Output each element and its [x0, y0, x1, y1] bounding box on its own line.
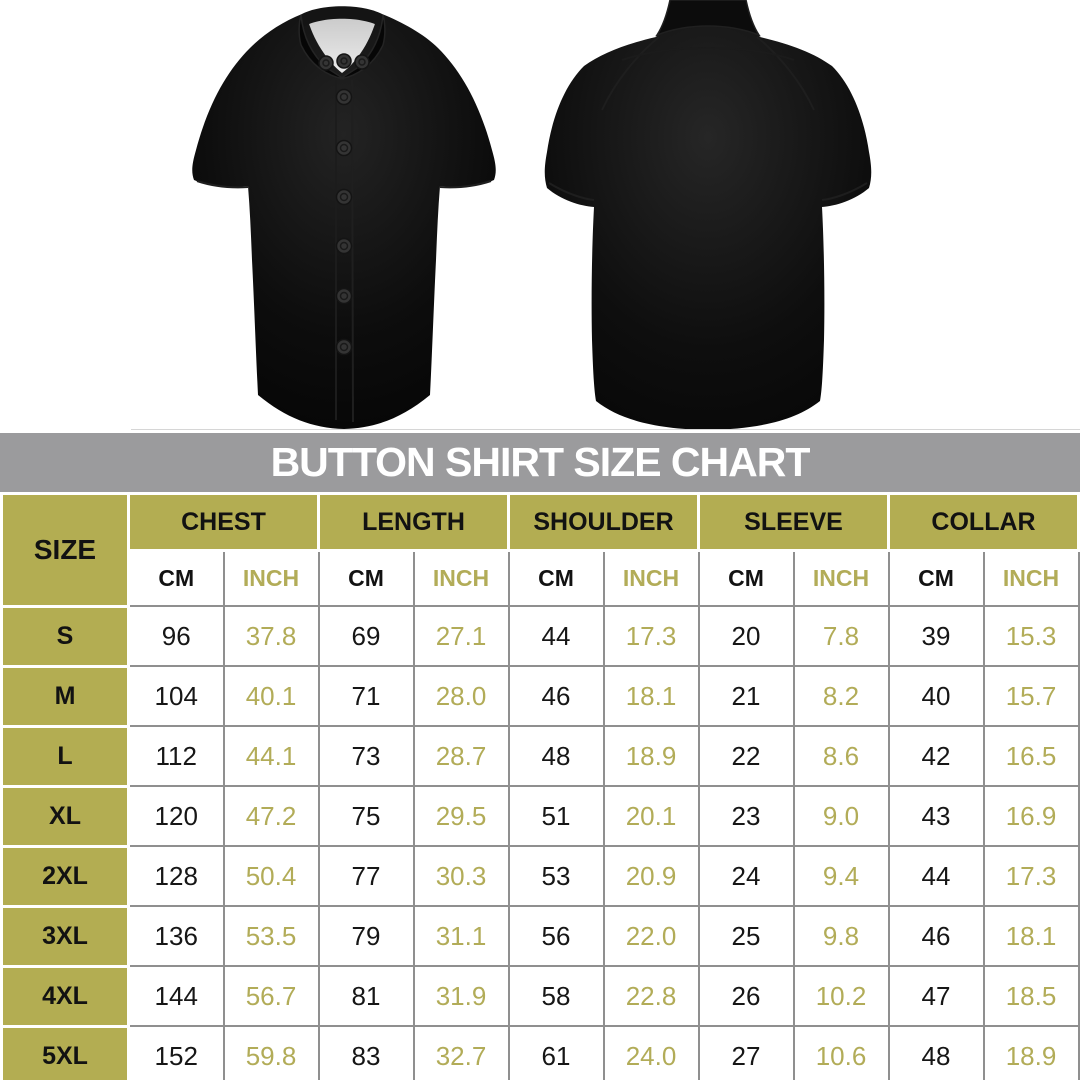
inch-value-cell: 37.8 — [224, 606, 319, 666]
size-table — [0, 492, 1080, 1080]
cm-value-cell: 96 — [129, 606, 224, 666]
inch-value-cell: 10.2 — [794, 966, 889, 1026]
inch-value-cell: 53.5 — [224, 906, 319, 966]
chest-header: CHEST — [129, 494, 319, 551]
chart-title-bar — [0, 433, 1080, 492]
cm-value-cell: 27 — [699, 1026, 794, 1080]
cm-value-cell: 48 — [509, 726, 604, 786]
cm-value-cell: 39 — [889, 606, 984, 666]
inch-value-cell: 40.1 — [224, 666, 319, 726]
cm-value-cell: 71 — [319, 666, 414, 726]
inch-value-cell: 29.5 — [414, 786, 509, 846]
table-row — [2, 966, 1079, 1026]
inch-value-cell: 8.6 — [794, 726, 889, 786]
collar-inch-header: INCH — [984, 551, 1079, 607]
size-cell: 4XL — [2, 966, 129, 1026]
collar-cm-header: CM — [889, 551, 984, 607]
cm-value-cell: 112 — [129, 726, 224, 786]
inch-value-cell: 9.4 — [794, 846, 889, 906]
inch-value-cell: 18.9 — [604, 726, 699, 786]
inch-value-cell: 22.0 — [604, 906, 699, 966]
inch-value-cell: 9.0 — [794, 786, 889, 846]
cm-value-cell: 23 — [699, 786, 794, 846]
cm-value-cell: 48 — [889, 1026, 984, 1080]
inch-value-cell: 28.7 — [414, 726, 509, 786]
cm-value-cell: 75 — [319, 786, 414, 846]
inch-value-cell: 18.5 — [984, 966, 1079, 1026]
inch-value-cell: 15.7 — [984, 666, 1079, 726]
inch-value-cell: 30.3 — [414, 846, 509, 906]
shoulder-cm-header: CM — [509, 551, 604, 607]
inch-value-cell: 17.3 — [604, 606, 699, 666]
inch-value-cell: 50.4 — [224, 846, 319, 906]
inch-value-cell: 18.1 — [604, 666, 699, 726]
cm-value-cell: 43 — [889, 786, 984, 846]
inch-value-cell: 22.8 — [604, 966, 699, 1026]
photo-edge-line — [131, 429, 1080, 430]
inch-value-cell: 59.8 — [224, 1026, 319, 1080]
cm-value-cell: 44 — [889, 846, 984, 906]
inch-value-cell: 10.6 — [794, 1026, 889, 1080]
sleeve-header: SLEEVE — [699, 494, 889, 551]
cm-value-cell: 40 — [889, 666, 984, 726]
cm-value-cell: 56 — [509, 906, 604, 966]
table-row — [2, 606, 1079, 666]
cm-value-cell: 46 — [509, 666, 604, 726]
inch-value-cell: 18.1 — [984, 906, 1079, 966]
shirt-illustrations — [0, 0, 1080, 433]
inch-value-cell: 32.7 — [414, 1026, 509, 1080]
cm-value-cell: 61 — [509, 1026, 604, 1080]
cm-value-cell: 144 — [129, 966, 224, 1026]
shoulder-header: SHOULDER — [509, 494, 699, 551]
unit-header-row — [2, 551, 1079, 607]
size-cell: S — [2, 606, 129, 666]
cm-value-cell: 42 — [889, 726, 984, 786]
cm-value-cell: 22 — [699, 726, 794, 786]
inch-value-cell: 18.9 — [984, 1026, 1079, 1080]
inch-value-cell: 28.0 — [414, 666, 509, 726]
chart-title: BUTTON SHIRT SIZE CHART — [270, 439, 810, 485]
inch-value-cell: 15.3 — [984, 606, 1079, 666]
inch-value-cell: 17.3 — [984, 846, 1079, 906]
inch-value-cell: 31.9 — [414, 966, 509, 1026]
inch-value-cell: 8.2 — [794, 666, 889, 726]
collar-header: COLLAR — [889, 494, 1079, 551]
shirt-front-image — [192, 6, 495, 429]
cm-value-cell: 79 — [319, 906, 414, 966]
shoulder-inch-header: INCH — [604, 551, 699, 607]
cm-value-cell: 20 — [699, 606, 794, 666]
cm-value-cell: 73 — [319, 726, 414, 786]
cm-value-cell: 58 — [509, 966, 604, 1026]
table-row — [2, 786, 1079, 846]
inch-value-cell: 9.8 — [794, 906, 889, 966]
table-row — [2, 906, 1079, 966]
chest-inch-header: INCH — [224, 551, 319, 607]
length-cm-header: CM — [319, 551, 414, 607]
cm-value-cell: 26 — [699, 966, 794, 1026]
size-table-body — [2, 606, 1079, 1080]
cm-value-cell: 47 — [889, 966, 984, 1026]
cm-value-cell: 81 — [319, 966, 414, 1026]
cm-value-cell: 83 — [319, 1026, 414, 1080]
inch-value-cell: 20.1 — [604, 786, 699, 846]
inch-value-cell: 20.9 — [604, 846, 699, 906]
cm-value-cell: 152 — [129, 1026, 224, 1080]
cm-value-cell: 24 — [699, 846, 794, 906]
size-cell: M — [2, 666, 129, 726]
inch-value-cell: 16.5 — [984, 726, 1079, 786]
inch-value-cell: 56.7 — [224, 966, 319, 1026]
cm-value-cell: 128 — [129, 846, 224, 906]
size-column-header: SIZE — [2, 494, 129, 607]
size-cell: 5XL — [2, 1026, 129, 1080]
inch-value-cell: 7.8 — [794, 606, 889, 666]
shirt-back-image — [545, 0, 872, 430]
size-cell: L — [2, 726, 129, 786]
cm-value-cell: 21 — [699, 666, 794, 726]
sleeve-inch-header: INCH — [794, 551, 889, 607]
product-photos — [0, 0, 1080, 433]
inch-value-cell: 47.2 — [224, 786, 319, 846]
cm-value-cell: 25 — [699, 906, 794, 966]
sleeve-cm-header: CM — [699, 551, 794, 607]
inch-value-cell: 24.0 — [604, 1026, 699, 1080]
inch-value-cell: 44.1 — [224, 726, 319, 786]
cm-value-cell: 69 — [319, 606, 414, 666]
table-row — [2, 666, 1079, 726]
cm-value-cell: 44 — [509, 606, 604, 666]
cm-value-cell: 104 — [129, 666, 224, 726]
cm-value-cell: 53 — [509, 846, 604, 906]
chest-cm-header: CM — [129, 551, 224, 607]
size-cell: 2XL — [2, 846, 129, 906]
cm-value-cell: 136 — [129, 906, 224, 966]
table-row — [2, 846, 1079, 906]
cm-value-cell: 120 — [129, 786, 224, 846]
cm-value-cell: 77 — [319, 846, 414, 906]
length-header: LENGTH — [319, 494, 509, 551]
cm-value-cell: 46 — [889, 906, 984, 966]
table-row — [2, 1026, 1079, 1080]
group-header-row — [2, 494, 1079, 551]
inch-value-cell: 27.1 — [414, 606, 509, 666]
size-cell: XL — [2, 786, 129, 846]
table-row — [2, 726, 1079, 786]
cm-value-cell: 51 — [509, 786, 604, 846]
length-inch-header: INCH — [414, 551, 509, 607]
inch-value-cell: 16.9 — [984, 786, 1079, 846]
size-cell: 3XL — [2, 906, 129, 966]
inch-value-cell: 31.1 — [414, 906, 509, 966]
